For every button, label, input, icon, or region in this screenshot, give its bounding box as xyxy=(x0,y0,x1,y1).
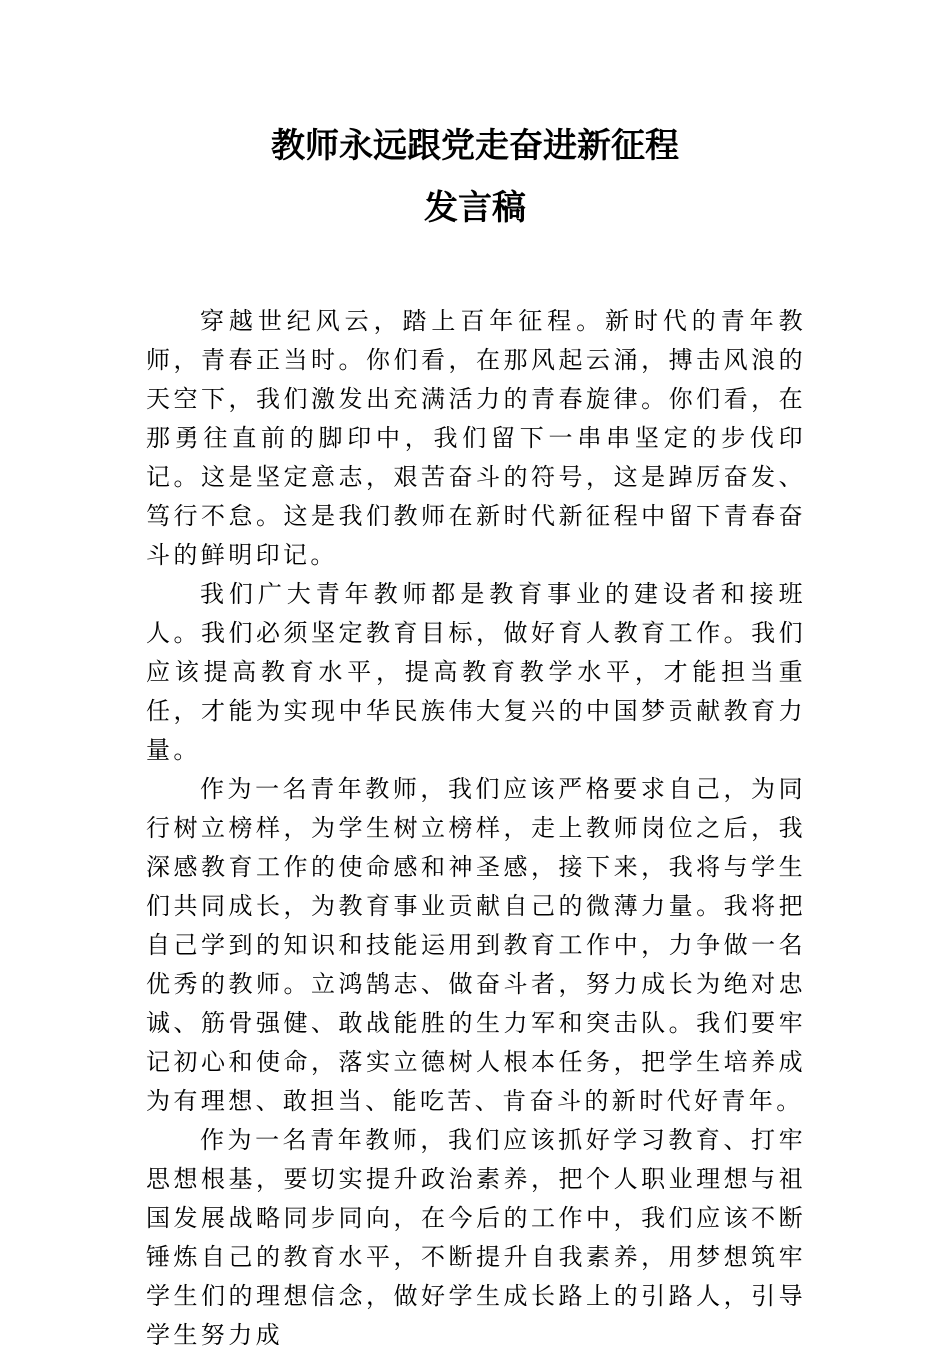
paragraph-1: 穿越世纪风云，踏上百年征程。新时代的青年教师，青春正当时。你们看，在那风起云涌，搏击风浪的天空下，我们激发出充满活力的青春旋律。你们看，在那勇往直前的脚印中，我们留下一串串坚定的步伐印记。这是坚定意志，艰苦奋斗的符号，这是踔厉奋发、笃行不怠。这是我们教师在新时代新征程中留下青春奋斗的鲜明印记。 xyxy=(146,307,806,569)
paragraph-4: 作为一名青年教师，我们应该抓好学习教育、打牢思想根基，要切实提升政治素养，把个人职业理想与祖国发展战略同步同向，在今后的工作中，我们应该不断锤炼自己的教育水平，不断提升自我素养，用梦想筑牢学生们的理想信念，做好学生成长路上的引路人，引导学生努力成 xyxy=(146,1126,806,1349)
paragraph-2: 我们广大青年教师都是教育事业的建设者和接班人。我们必须坚定教育目标，做好育人教育工作。我们应该提高教育水平，提高教育教学水平，才能担当重任，才能为实现中华民族伟大复兴的中国梦贡献教育力量。 xyxy=(146,580,806,764)
paragraph-3: 作为一名青年教师，我们应该严格要求自己，为同行树立榜样，为学生树立榜样，走上教师岗位之后，我深感教育工作的使命感和神圣感，接下来，我将与学生们共同成长，为教育事业贡献自己的微薄力量。我将把自己学到的知识和技能运用到教育工作中，力争做一名优秀的教师。立鸿鹄志、做奋斗者，努力成长为绝对忠诚、筋骨强健、敢战能胜的生力军和突击队。我们要牢记初心和使命，落实立德树人根本任务，把学生培养成为有理想、敢担当、能吃苦、肯奋斗的新时代好青年。 xyxy=(146,775,806,1115)
document-title: 教师永远跟党走奋进新征程 xyxy=(271,126,679,166)
document-subtitle: 发言稿 xyxy=(424,188,526,228)
document-body xyxy=(146,302,806,1355)
